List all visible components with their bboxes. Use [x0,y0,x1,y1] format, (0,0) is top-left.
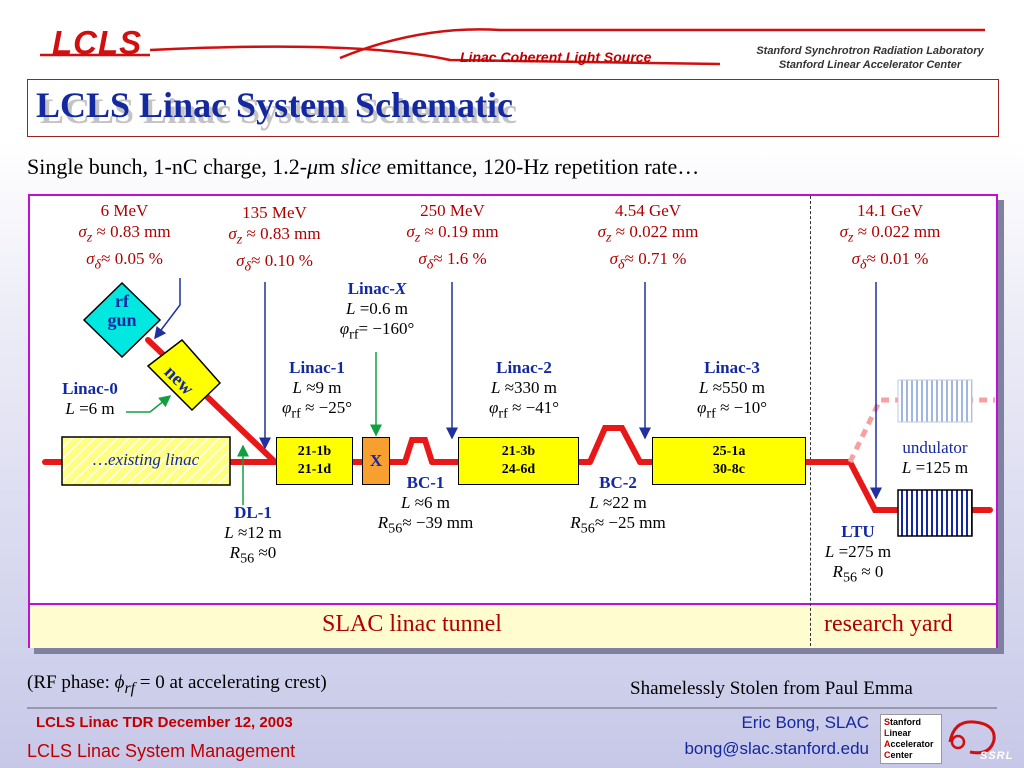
stage-sigma-z: $\sigma_z \approx 0.022$ mm [597,222,699,246]
ltu-r56: $R_{56} \approx 0$ [832,562,884,586]
rf-phase-note: (RF phase: $\phi_{rf} = 0$ at accelerating crest) [27,672,327,697]
bc2-name: BC-2 [599,473,637,492]
stage-sigma-delta: $\sigma_\delta\approx 1.6$ % [418,249,487,273]
linacx-name: Linac-X [347,279,407,298]
stage-sigma-delta: $\sigma_\delta\approx 0.71$ % [609,249,687,273]
stage-sigma-z: $\sigma_z \approx 0.022$ mm [839,222,941,246]
rf-gun-label: rf gun [107,291,137,330]
linac2-phase: $\varphi_{rf} \approx -41^\circ$ [488,398,560,422]
linac1-length: L ≈9 m [292,378,342,397]
linac1-phase: $\varphi_{rf} \approx -25^\circ$ [281,398,353,422]
linac2-box: 21-3b 24-6d [458,437,579,485]
linac1-name: Linac-1 [289,358,345,377]
linac2-name: Linac-2 [496,358,552,377]
credit-note: Shamelessly Stolen from Paul Emma [630,678,913,699]
footer-email[interactable]: bong@slac.stanford.edu [684,739,869,758]
dl1-r56: $R_{56} \approx 0$ [229,543,277,567]
stage-sigma-z: $\sigma_z \approx 0.83$ mm [78,222,171,246]
footer-author: Eric Bong, SLAC [741,713,869,732]
linac0-length: L =6 m [65,399,115,418]
subtitle-mu: μ [307,154,319,179]
org-line1: Stanford Synchrotron Radiation Laboratory [756,45,984,57]
slac-logo: Stanford Linear Accelerator Center [880,714,942,764]
linac2-length: L ≈330 m [490,378,558,397]
ssrl-logo: SSRL [980,750,1014,762]
new-label: new [159,361,198,400]
yard-label: research yard [824,611,953,637]
bc2-r56: $R_{56}\approx -25$ mm [570,513,666,537]
subtitle-slice: slice [340,154,382,179]
stage-sigma-z: $\sigma_z \approx 0.19$ mm [406,222,499,246]
linac3-phase: $\varphi_{rf} \approx -10^\circ$ [696,398,768,422]
subtitle-post: emittance, 120-Hz repetition rate… [381,154,700,179]
footer-management: LCLS Linac System Management [27,741,296,761]
linac3-box: 25-1a 30-8c [652,437,806,485]
bc1-r56: $R_{56}\approx -39$ mm [377,513,474,537]
footer-tdr: LCLS Linac TDR December 12, 2003 [36,714,293,731]
linac3-name: Linac-3 [704,358,760,377]
undulator-name: undulator [902,438,968,457]
page-title: LCLS Linac System Schematic [36,85,513,125]
stage-energy: 135 MeV [242,203,307,222]
ltu-length: L =275 m [824,542,892,561]
linacx-length: L =0.6 m [345,299,409,318]
stage-sigma-z: $\sigma_z \approx 0.83$ mm [228,224,321,248]
stage-energy: 6 MeV [100,201,149,220]
header-subtitle: Linac Coherent Light Source [460,49,652,65]
bc1-name: BC-1 [406,473,445,492]
linac1-box: 21-1b 21-1d [276,437,353,485]
stage-energy: 14.1 GeV [856,201,924,220]
linac0-name: Linac-0 [62,379,118,398]
ltu-name: LTU [841,522,875,541]
tunnel-label: SLAC linac tunnel [322,611,502,637]
bc1-length: L ≈6 m [400,493,451,512]
subtitle-pre: Single bunch, 1-nC charge, 1.2- [27,154,308,179]
dl1-name: DL-1 [234,503,272,522]
linac3-length: L ≈550 m [698,378,766,397]
bc2-length: L ≈22 m [589,493,647,512]
subtitle-m: m [318,154,341,179]
stage-sigma-delta: $\sigma_\delta\approx 0.10$ % [236,251,313,275]
stage-sigma-delta: $\sigma_\delta\approx 0.01$ % [851,249,929,273]
dl1-length: L ≈12 m [224,523,282,542]
stage-sigma-delta: $\sigma_\delta\approx 0.05$ % [86,249,163,273]
stage-energy: 250 MeV [420,201,485,220]
lcls-logo: LCLS [52,24,143,61]
undulator-length: L =125 m [901,458,969,477]
stage-energy: 4.54 GeV [614,201,682,220]
existing-linac-label: …existing linac [92,450,200,469]
org-line2: Stanford Linear Accelerator Center [778,59,962,71]
linacx-phase: $\varphi_{rf}= -160^\circ$ [339,319,415,343]
linacx-box: X [362,437,390,485]
